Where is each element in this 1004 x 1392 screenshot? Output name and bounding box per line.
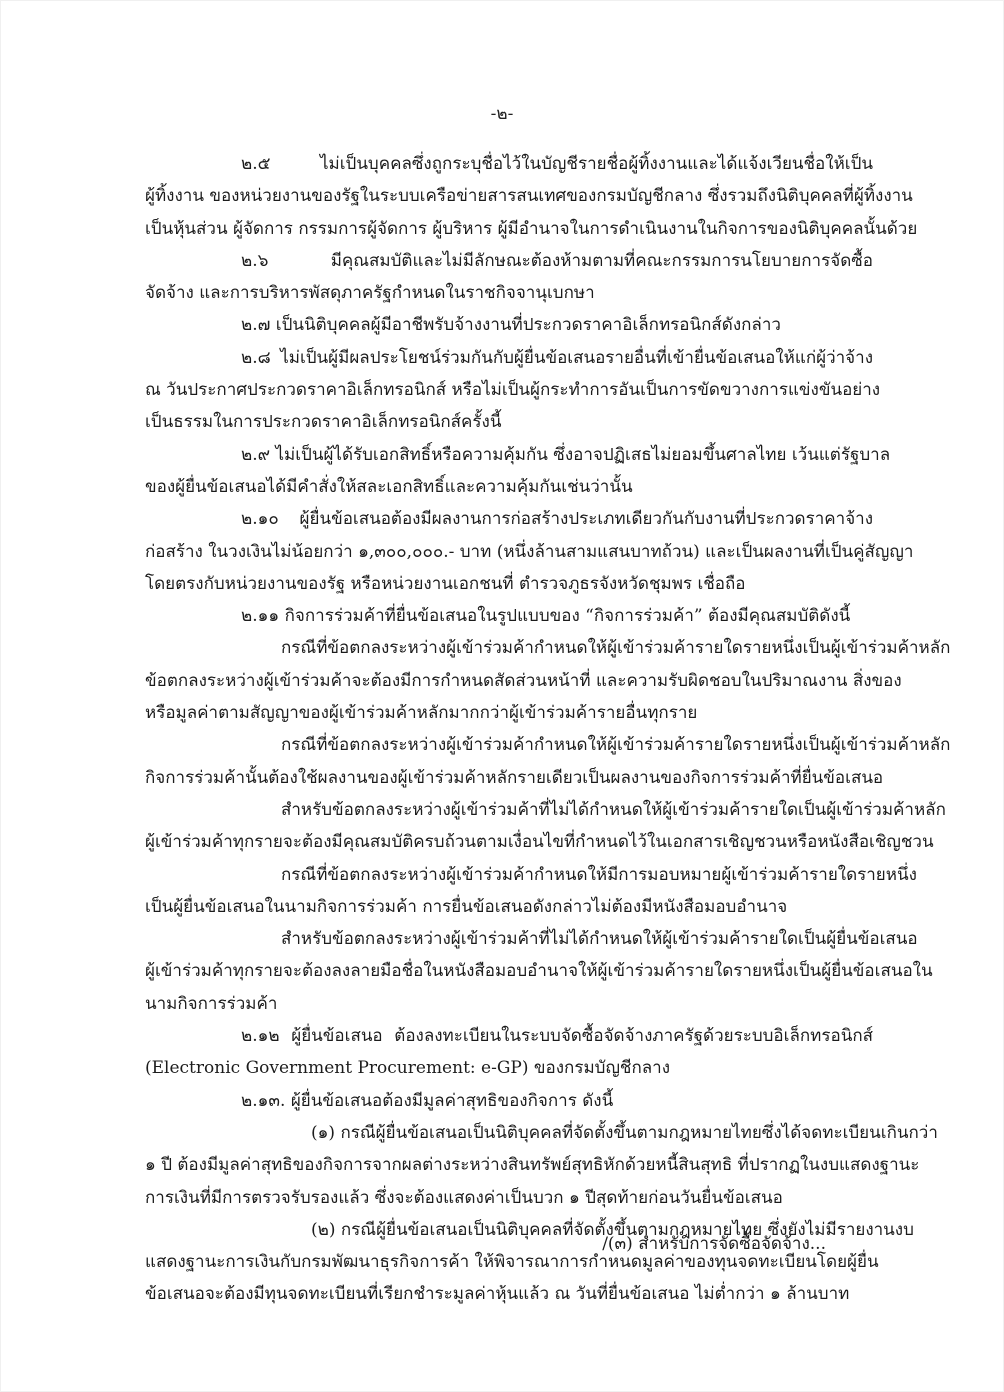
paragraph (145, 342, 881, 439)
paragraph (145, 794, 946, 859)
text-line: กิจการร่วมค้านั้นต้องใช้ผลงานของผู้เข้าร่วมค้าหลักรายเดียวเป็นผลงานของกิจการร่วมค้าที่ยื่นข้อเสนอ (145, 767, 884, 788)
text-line: ๒.๑๑ กิจการร่วมค้าที่ยื่นข้อเสนอในรูปแบบของ “กิจการร่วมค้า” ต้องมีคุณสมบัติดังนี้ (241, 606, 851, 627)
paragraph (145, 148, 918, 245)
text-line: นามกิจการร่วมค้า (145, 993, 278, 1014)
text-line: ๑ ปี ต้องมีมูลค่าสุทธิของกิจการจากผลต่างระหว่างสินทรัพย์สุทธิหักด้วยหนี้สินสุทธิ ที่ปรากฏในงบแสดงฐานะ (145, 1155, 920, 1176)
text-line: กรณีที่ข้อตกลงระหว่างผู้เข้าร่วมค้ากำหนดให้ผู้เข้าร่วมค้ารายใดรายหนึ่งเป็นผู้เข้าร่วมค้าหลัก (281, 638, 951, 659)
paragraph (145, 439, 891, 504)
text-line: ข้อเสนอจะต้องมีทุนจดทะเบียนที่เรียกชำระมูลค่าหุ้นแล้ว ณ วันที่ยื่นข้อเสนอ ไม่ต่ำกว่า ๑ ล้านบาท (145, 1284, 850, 1305)
paragraph (145, 1020, 873, 1085)
document-body (145, 148, 951, 1311)
text-line: สำหรับข้อตกลงระหว่างผู้เข้าร่วมค้าที่ไม่ได้กำหนดให้ผู้เข้าร่วมค้ารายใดเป็นผู้ยื่นข้อเสนอ (281, 929, 918, 950)
text-line: (Electronic Government Procurement: e-GP) ของกรมบัญชีกลาง (145, 1058, 671, 1079)
text-line: เป็นผู้ยื่นข้อเสนอในนามกิจการร่วมค้า การยื่นข้อเสนอดังกล่าวไม่ต้องมีหนังสือมอบอำนาจ (145, 896, 788, 917)
paragraph (145, 923, 933, 1020)
paragraph (145, 600, 873, 632)
paragraph (145, 309, 873, 341)
paragraph (145, 1214, 914, 1311)
text-line: การเงินที่มีการตรวจรับรองแล้ว ซึ่งจะต้องแสดงค่าเป็นบวก ๑ ปีสุดท้ายก่อนวันยื่นข้อเสนอ (145, 1187, 783, 1208)
text-line: ผู้เข้าร่วมค้าทุกรายจะต้องมีคุณสมบัติครบถ้วนตามเงื่อนไขที่กำหนดไว้ในเอกสารเชิญชวนหรือหนังสือเชิญชวน (145, 832, 934, 853)
text-line: โดยตรงกับหน่วยงานของรัฐ หรือหน่วยงานเอกชนที่ ตำรวจภูธรจังหวัดชุมพร เชื่อถือ (145, 573, 746, 594)
text-line: ของผู้ยื่นข้อเสนอได้มีคำสั่งให้สละเอกสิทธิ์และความคุ้มกันเช่นว่านั้น (145, 476, 633, 497)
text-line: ณ วันประกาศประกวดราคาอิเล็กทรอนิกส์ หรือไม่เป็นผู้กระทำการอันเป็นการขัดขวางการแข่งขันอย่าง (145, 380, 881, 401)
paragraph (145, 1085, 873, 1117)
paragraph (145, 245, 873, 310)
text-line: (๑) กรณีผู้ยื่นข้อเสนอเป็นนิติบุคคลที่จัดตั้งขึ้นตามกฎหมายไทยซึ่งได้จดทะเบียนเกินกว่า (311, 1122, 938, 1143)
text-line: ผู้ทิ้งงาน ของหน่วยงานของรัฐในระบบเครือข่ายสารสนเทศของกรมบัญชีกลาง ซึ่งรวมถึงนิติบุคคลที่ผู้ทิ้งงาน (145, 186, 913, 207)
text-line: ๒.๙ ไม่เป็นผู้ได้รับเอกสิทธิ์หรือความคุ้มกัน ซึ่งอาจปฏิเสธไม่ยอมขึ้นศาลไทย เว้นแต่รัฐบาล (241, 444, 891, 465)
text-line: ๒.๑๓. ผู้ยื่นข้อเสนอต้องมีมูลค่าสุทธิของกิจการ ดังนี้ (241, 1090, 614, 1111)
text-line: ๒.๖ มีคุณสมบัติและไม่มีลักษณะต้องห้ามตามที่คณะกรรมการนโยบายการจัดซื้อ (241, 250, 873, 271)
text-line: (๒) กรณีผู้ยื่นข้อเสนอเป็นนิติบุคคลที่จัดตั้งขึ้นตามกฎหมายไทย ซึ่งยังไม่มีรายงานงบ (311, 1219, 914, 1240)
text-line: กรณีที่ข้อตกลงระหว่างผู้เข้าร่วมค้ากำหนดให้มีการมอบหมายผู้เข้าร่วมค้ารายใดรายหนึ่ง (281, 864, 917, 885)
text-line: เป็นหุ้นส่วน ผู้จัดการ กรรมการผู้จัดการ ผู้บริหาร ผู้มีอำนาจในการดำเนินงานในกิจการของนิติบุคคลนั้นด้วย (145, 218, 918, 239)
paragraph (145, 859, 917, 924)
text-line: ๒.๕ ไม่เป็นบุคคลซึ่งถูกระบุชื่อไว้ในบัญชีรายชื่อผู้ทิ้งงานและได้แจ้งเวียนชื่อให้เป็น (241, 154, 873, 174)
paragraph (145, 1117, 938, 1214)
continuation-footer: /(๓) สำหรับการจัดซื้อจัดจ้าง... (602, 1234, 826, 1254)
text-line: ๒.๘ ไม่เป็นผู้มีผลประโยชน์ร่วมกันกับผู้ยื่นข้อเสนอรายอื่นที่เข้ายื่นข้อเสนอให้แก่ผู้ว่าจ้าง (241, 347, 873, 368)
text-line: ผู้เข้าร่วมค้าทุกรายจะต้องลงลายมือชื่อในหนังสือมอบอำนาจให้ผู้เข้าร่วมค้ารายใดรายหนึ่งเป็นผู้ยื่นข้อเสนอใน (145, 961, 933, 982)
text-line: ข้อตกลงระหว่างผู้เข้าร่วมค้าจะต้องมีการกำหนดสัดส่วนหน้าที่ และความรับผิดชอบในปริมาณงาน สิ่งของ (145, 670, 902, 691)
text-line: หรือมูลค่าตามสัญญาของผู้เข้าร่วมค้าหลักมากกว่าผู้เข้าร่วมค้ารายอื่นทุกราย (145, 703, 698, 724)
text-line: จัดจ้าง และการบริหารพัสดุภาครัฐกำหนดในราชกิจจานุเบกษา (145, 283, 595, 304)
paragraph (145, 729, 951, 794)
text-line: ๒.๑๐ ผู้ยื่นข้อเสนอต้องมีผลงานการก่อสร้างประเภทเดียวกันกับงานที่ประกวดราคาจ้าง (241, 509, 873, 530)
paragraph (145, 503, 914, 600)
text-line: กรณีที่ข้อตกลงระหว่างผู้เข้าร่วมค้ากำหนดให้ผู้เข้าร่วมค้ารายใดรายหนึ่งเป็นผู้เข้าร่วมค้าหลัก (281, 735, 951, 756)
text-line: ก่อสร้าง ในวงเงินไม่น้อยกว่า ๑,๓๐๐,๐๐๐.- บาท (หนึ่งล้านสามแสนบาทถ้วน) และเป็นผลงานที่เป็นคู่สัญญา (145, 541, 914, 562)
paragraph (145, 632, 951, 729)
text-line: ๒.๑๒ ผู้ยื่นข้อเสนอ ต้องลงทะเบียนในระบบจัดซื้อจัดจ้างภาครัฐด้วยระบบอิเล็กทรอนิกส์ (241, 1026, 873, 1047)
text-line: ๒.๗ เป็นนิติบุคคลผู้มีอาชีพรับจ้างงานที่ประกวดราคาอิเล็กทรอนิกส์ดังกล่าว (241, 315, 781, 336)
text-line: แสดงฐานะการเงินกับกรมพัฒนาธุรกิจการค้า ให้พิจารณาการกำหนดมูลค่าของทุนจดทะเบียนโดยผู้ยื่น (145, 1252, 879, 1273)
text-line: สำหรับข้อตกลงระหว่างผู้เข้าร่วมค้าที่ไม่ได้กำหนดให้ผู้เข้าร่วมค้ารายใดเป็นผู้เข้าร่วมค้าหลัก (281, 799, 946, 820)
text-line: เป็นธรรมในการประกวดราคาอิเล็กทรอนิกส์ครั้งนี้ (145, 412, 502, 433)
page-number: -๒- (490, 104, 514, 124)
